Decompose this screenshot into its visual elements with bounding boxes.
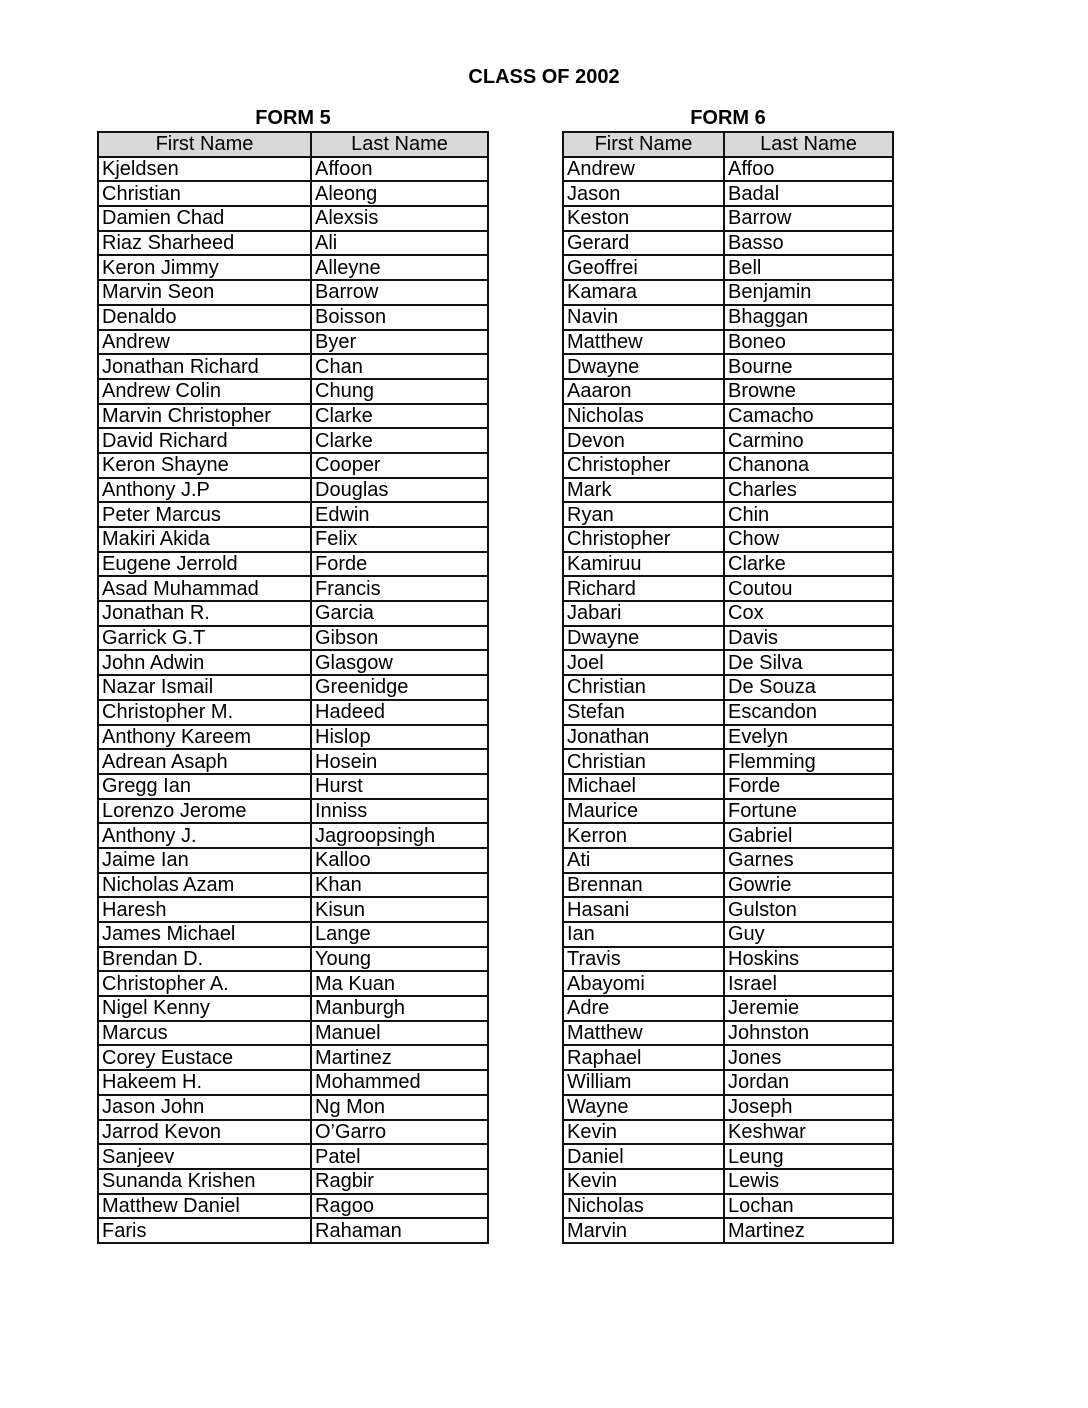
table-row xyxy=(563,354,893,379)
last-name-cell: Affoon xyxy=(311,157,488,182)
first-name-cell: Jonathan Richard xyxy=(98,354,311,379)
last-name-cell: Manburgh xyxy=(311,996,488,1021)
form-5-title: FORM 5 xyxy=(255,107,331,129)
first-name-cell: Christopher xyxy=(563,453,724,478)
first-name-cell: Dwayne xyxy=(563,354,724,379)
table-row xyxy=(98,947,488,972)
table-row xyxy=(563,725,893,750)
table-row xyxy=(563,157,893,182)
last-name-cell: Ma Kuan xyxy=(311,971,488,996)
table-row xyxy=(98,799,488,824)
last-name-cell: Glasgow xyxy=(311,650,488,675)
first-name-cell: Gerard xyxy=(563,231,724,256)
table-row xyxy=(563,552,893,577)
last-name-cell: Greenidge xyxy=(311,675,488,700)
first-name-cell: Keron Shayne xyxy=(98,453,311,478)
table-row xyxy=(563,280,893,305)
table-row xyxy=(98,823,488,848)
table-row xyxy=(563,478,893,503)
table-row xyxy=(563,947,893,972)
table-row xyxy=(563,700,893,725)
table-row xyxy=(563,404,893,429)
last-name-cell: Clarke xyxy=(724,552,893,577)
first-name-cell: Richard xyxy=(563,576,724,601)
first-name-cell: Maurice xyxy=(563,799,724,824)
table-row xyxy=(98,650,488,675)
last-name-cell: Johnston xyxy=(724,1021,893,1046)
last-name-cell: Bell xyxy=(724,255,893,280)
table-row xyxy=(563,873,893,898)
first-name-cell: Kevin xyxy=(563,1120,724,1145)
last-name-cell: De Silva xyxy=(724,650,893,675)
last-name-cell: Lochan xyxy=(724,1194,893,1219)
first-name-cell: Navin xyxy=(563,305,724,330)
table-row xyxy=(98,749,488,774)
first-name-cell: Matthew xyxy=(563,330,724,355)
last-name-cell: Jordan xyxy=(724,1070,893,1095)
last-name-cell: Hislop xyxy=(311,725,488,750)
table-row xyxy=(98,231,488,256)
table-row xyxy=(98,675,488,700)
table-row xyxy=(98,897,488,922)
table-row xyxy=(98,206,488,231)
table-row xyxy=(98,428,488,453)
first-name-cell: Jonathan xyxy=(563,725,724,750)
table-row xyxy=(98,848,488,873)
table-row xyxy=(98,181,488,206)
last-name-cell: Davis xyxy=(724,626,893,651)
first-name-cell: Kjeldsen xyxy=(98,157,311,182)
table-row xyxy=(98,157,488,182)
column-header-first-name: First Name xyxy=(98,132,311,157)
first-name-cell: Brendan D. xyxy=(98,947,311,972)
first-name-cell: Adrean Asaph xyxy=(98,749,311,774)
table-row xyxy=(563,330,893,355)
last-name-cell: Alexsis xyxy=(311,206,488,231)
table-row xyxy=(563,971,893,996)
last-name-cell: Hosein xyxy=(311,749,488,774)
table-row xyxy=(98,922,488,947)
last-name-cell: Garcia xyxy=(311,601,488,626)
first-name-cell: Kerron xyxy=(563,823,724,848)
table-row xyxy=(98,700,488,725)
first-name-cell: Lorenzo Jerome xyxy=(98,799,311,824)
first-name-cell: Nazar Ismail xyxy=(98,675,311,700)
last-name-cell: Fortune xyxy=(724,799,893,824)
first-name-cell: Eugene Jerrold xyxy=(98,552,311,577)
last-name-cell: Hurst xyxy=(311,774,488,799)
first-name-cell: Asad Muhammad xyxy=(98,576,311,601)
form-5-rows xyxy=(98,157,488,1243)
form-5-section xyxy=(97,105,489,1244)
first-name-cell: Andrew xyxy=(563,157,724,182)
first-name-cell: Matthew Daniel xyxy=(98,1194,311,1219)
first-name-cell: Hasani xyxy=(563,897,724,922)
table-row xyxy=(98,354,488,379)
first-name-cell: Ati xyxy=(563,848,724,873)
first-name-cell: Dwayne xyxy=(563,626,724,651)
first-name-cell: David Richard xyxy=(98,428,311,453)
last-name-cell: Alleyne xyxy=(311,255,488,280)
first-name-cell: Matthew xyxy=(563,1021,724,1046)
last-name-cell: Forde xyxy=(311,552,488,577)
first-name-cell: Hakeem H. xyxy=(98,1070,311,1095)
table-row xyxy=(563,428,893,453)
first-name-cell: Christian xyxy=(563,675,724,700)
table-row xyxy=(98,725,488,750)
last-name-cell: Rahaman xyxy=(311,1218,488,1243)
first-name-cell: Garrick G.T xyxy=(98,626,311,651)
table-row xyxy=(98,1120,488,1145)
first-name-cell: Andrew xyxy=(98,330,311,355)
last-name-cell: Lange xyxy=(311,922,488,947)
form-6-table xyxy=(562,131,894,1244)
first-name-cell: William xyxy=(563,1070,724,1095)
last-name-cell: Jones xyxy=(724,1045,893,1070)
last-name-cell: Benjamin xyxy=(724,280,893,305)
column-header-last-name: Last Name xyxy=(724,132,893,157)
last-name-cell: De Souza xyxy=(724,675,893,700)
last-name-cell: Clarke xyxy=(311,404,488,429)
last-name-cell: Leung xyxy=(724,1144,893,1169)
table-row xyxy=(563,181,893,206)
first-name-cell: Keston xyxy=(563,206,724,231)
last-name-cell: Bhaggan xyxy=(724,305,893,330)
last-name-cell: Patel xyxy=(311,1144,488,1169)
last-name-cell: Badal xyxy=(724,181,893,206)
table-row xyxy=(563,848,893,873)
table-row xyxy=(98,330,488,355)
last-name-cell: Carmino xyxy=(724,428,893,453)
table-row xyxy=(563,1169,893,1194)
first-name-cell: Jason John xyxy=(98,1095,311,1120)
table-row xyxy=(563,601,893,626)
table-row xyxy=(563,231,893,256)
first-name-cell: James Michael xyxy=(98,922,311,947)
table-row xyxy=(98,502,488,527)
table-row xyxy=(98,971,488,996)
table-row xyxy=(563,996,893,1021)
first-name-cell: Stefan xyxy=(563,700,724,725)
last-name-cell: Boisson xyxy=(311,305,488,330)
first-name-cell: Sunanda Krishen xyxy=(98,1169,311,1194)
first-name-cell: Jaime Ian xyxy=(98,848,311,873)
last-name-cell: Martinez xyxy=(311,1045,488,1070)
last-name-cell: Manuel xyxy=(311,1021,488,1046)
table-row xyxy=(98,626,488,651)
last-name-cell: Chanona xyxy=(724,453,893,478)
page-title: CLASS OF 2002 xyxy=(468,66,620,88)
table-row xyxy=(563,453,893,478)
table-row xyxy=(563,799,893,824)
last-name-cell: Evelyn xyxy=(724,725,893,750)
last-name-cell: Jeremie xyxy=(724,996,893,1021)
last-name-cell: Browne xyxy=(724,379,893,404)
table-row xyxy=(98,1095,488,1120)
first-name-cell: Raphael xyxy=(563,1045,724,1070)
first-name-cell: Travis xyxy=(563,947,724,972)
table-row xyxy=(563,1021,893,1046)
first-name-cell: Peter Marcus xyxy=(98,502,311,527)
last-name-cell: Garnes xyxy=(724,848,893,873)
last-name-cell: Byer xyxy=(311,330,488,355)
table-row xyxy=(563,823,893,848)
last-name-cell: Chung xyxy=(311,379,488,404)
last-name-cell: Martinez xyxy=(724,1218,893,1243)
table-row xyxy=(563,1218,893,1243)
table-header-row xyxy=(563,132,893,157)
last-name-cell: Clarke xyxy=(311,428,488,453)
table-row xyxy=(98,552,488,577)
first-name-cell: Ian xyxy=(563,922,724,947)
table-row xyxy=(563,379,893,404)
column-header-last-name: Last Name xyxy=(311,132,488,157)
first-name-cell: Corey Eustace xyxy=(98,1045,311,1070)
first-name-cell: Anthony J.P xyxy=(98,478,311,503)
last-name-cell: Khan xyxy=(311,873,488,898)
table-row xyxy=(563,650,893,675)
last-name-cell: Lewis xyxy=(724,1169,893,1194)
first-name-cell: Marcus xyxy=(98,1021,311,1046)
first-name-cell: Haresh xyxy=(98,897,311,922)
table-row xyxy=(563,576,893,601)
first-name-cell: Gregg Ian xyxy=(98,774,311,799)
table-row xyxy=(563,502,893,527)
table-row xyxy=(98,601,488,626)
table-row xyxy=(98,1045,488,1070)
last-name-cell: O’Garro xyxy=(311,1120,488,1145)
last-name-cell: Young xyxy=(311,947,488,972)
first-name-cell: Daniel xyxy=(563,1144,724,1169)
table-row xyxy=(563,206,893,231)
first-name-cell: Denaldo xyxy=(98,305,311,330)
last-name-cell: Joseph xyxy=(724,1095,893,1120)
table-row xyxy=(98,255,488,280)
first-name-cell: John Adwin xyxy=(98,650,311,675)
first-name-cell: Joel xyxy=(563,650,724,675)
first-name-cell: Christian xyxy=(563,749,724,774)
table-row xyxy=(98,1169,488,1194)
table-row xyxy=(563,1045,893,1070)
last-name-cell: Escandon xyxy=(724,700,893,725)
table-row xyxy=(98,1218,488,1243)
table-row xyxy=(98,1144,488,1169)
first-name-cell: Abayomi xyxy=(563,971,724,996)
first-name-cell: Nigel Kenny xyxy=(98,996,311,1021)
table-header-row xyxy=(98,132,488,157)
first-name-cell: Anthony J. xyxy=(98,823,311,848)
table-row xyxy=(98,305,488,330)
last-name-cell: Forde xyxy=(724,774,893,799)
first-name-cell: Christopher M. xyxy=(98,700,311,725)
first-name-cell: Jabari xyxy=(563,601,724,626)
last-name-cell: Francis xyxy=(311,576,488,601)
first-name-cell: Nicholas xyxy=(563,1194,724,1219)
first-name-cell: Kevin xyxy=(563,1169,724,1194)
table-row xyxy=(563,305,893,330)
last-name-cell: Israel xyxy=(724,971,893,996)
last-name-cell: Gabriel xyxy=(724,823,893,848)
last-name-cell: Aleong xyxy=(311,181,488,206)
first-name-cell: Mark xyxy=(563,478,724,503)
last-name-cell: Coutou xyxy=(724,576,893,601)
last-name-cell: Chin xyxy=(724,502,893,527)
last-name-cell: Bourne xyxy=(724,354,893,379)
first-name-cell: Nicholas Azam xyxy=(98,873,311,898)
table-row xyxy=(98,1070,488,1095)
table-row xyxy=(563,675,893,700)
first-name-cell: Marvin Seon xyxy=(98,280,311,305)
first-name-cell: Christopher xyxy=(563,527,724,552)
table-row xyxy=(98,404,488,429)
first-name-cell: Wayne xyxy=(563,1095,724,1120)
table-row xyxy=(563,1095,893,1120)
last-name-cell: Mohammed xyxy=(311,1070,488,1095)
last-name-cell: Boneo xyxy=(724,330,893,355)
table-row xyxy=(563,1120,893,1145)
first-name-cell: Marvin Christopher xyxy=(98,404,311,429)
table-row xyxy=(98,453,488,478)
table-row xyxy=(98,478,488,503)
last-name-cell: Basso xyxy=(724,231,893,256)
last-name-cell: Hadeed xyxy=(311,700,488,725)
last-name-cell: Barrow xyxy=(311,280,488,305)
last-name-cell: Ragbir xyxy=(311,1169,488,1194)
first-name-cell: Keron Jimmy xyxy=(98,255,311,280)
first-name-cell: Christian xyxy=(98,181,311,206)
last-name-cell: Keshwar xyxy=(724,1120,893,1145)
first-name-cell: Devon xyxy=(563,428,724,453)
table-row xyxy=(563,774,893,799)
first-name-cell: Andrew Colin xyxy=(98,379,311,404)
last-name-cell: Camacho xyxy=(724,404,893,429)
first-name-cell: Kamiruu xyxy=(563,552,724,577)
first-name-cell: Michael xyxy=(563,774,724,799)
last-name-cell: Kalloo xyxy=(311,848,488,873)
table-row xyxy=(563,897,893,922)
table-row xyxy=(563,626,893,651)
table-row xyxy=(563,1194,893,1219)
last-name-cell: Ng Mon xyxy=(311,1095,488,1120)
last-name-cell: Jagroopsingh xyxy=(311,823,488,848)
last-name-cell: Gowrie xyxy=(724,873,893,898)
last-name-cell: Gulston xyxy=(724,897,893,922)
form-6-rows xyxy=(563,157,893,1243)
last-name-cell: Cox xyxy=(724,601,893,626)
form-6-title: FORM 6 xyxy=(690,107,766,129)
table-row xyxy=(98,873,488,898)
last-name-cell: Chan xyxy=(311,354,488,379)
table-row xyxy=(563,1144,893,1169)
first-name-cell: Kamara xyxy=(563,280,724,305)
first-name-cell: Christopher A. xyxy=(98,971,311,996)
last-name-cell: Kisun xyxy=(311,897,488,922)
last-name-cell: Felix xyxy=(311,527,488,552)
first-name-cell: Ryan xyxy=(563,502,724,527)
first-name-cell: Jason xyxy=(563,181,724,206)
table-row xyxy=(98,1194,488,1219)
first-name-cell: Brennan xyxy=(563,873,724,898)
table-row xyxy=(563,922,893,947)
first-name-cell: Damien Chad xyxy=(98,206,311,231)
last-name-cell: Cooper xyxy=(311,453,488,478)
first-name-cell: Anthony Kareem xyxy=(98,725,311,750)
form-6-section xyxy=(562,105,894,1244)
last-name-cell: Barrow xyxy=(724,206,893,231)
last-name-cell: Guy xyxy=(724,922,893,947)
first-name-cell: Riaz Sharheed xyxy=(98,231,311,256)
table-row xyxy=(563,527,893,552)
first-name-cell: Nicholas xyxy=(563,404,724,429)
last-name-cell: Douglas xyxy=(311,478,488,503)
last-name-cell: Hoskins xyxy=(724,947,893,972)
last-name-cell: Chow xyxy=(724,527,893,552)
last-name-cell: Edwin xyxy=(311,502,488,527)
table-row xyxy=(563,749,893,774)
last-name-cell: Inniss xyxy=(311,799,488,824)
first-name-cell: Marvin xyxy=(563,1218,724,1243)
first-name-cell: Aaaron xyxy=(563,379,724,404)
last-name-cell: Gibson xyxy=(311,626,488,651)
last-name-cell: Charles xyxy=(724,478,893,503)
table-row xyxy=(98,576,488,601)
table-row xyxy=(563,1070,893,1095)
first-name-cell: Jarrod Kevon xyxy=(98,1120,311,1145)
table-row xyxy=(98,379,488,404)
table-row xyxy=(563,255,893,280)
last-name-cell: Ragoo xyxy=(311,1194,488,1219)
table-row xyxy=(98,1021,488,1046)
first-name-cell: Jonathan R. xyxy=(98,601,311,626)
first-name-cell: Adre xyxy=(563,996,724,1021)
last-name-cell: Flemming xyxy=(724,749,893,774)
first-name-cell: Geoffrei xyxy=(563,255,724,280)
table-row xyxy=(98,996,488,1021)
first-name-cell: Makiri Akida xyxy=(98,527,311,552)
last-name-cell: Affoo xyxy=(724,157,893,182)
table-row xyxy=(98,774,488,799)
first-name-cell: Sanjeev xyxy=(98,1144,311,1169)
first-name-cell: Faris xyxy=(98,1218,311,1243)
table-row xyxy=(98,280,488,305)
column-header-first-name: First Name xyxy=(563,132,724,157)
last-name-cell: Ali xyxy=(311,231,488,256)
table-row xyxy=(98,527,488,552)
form-5-table xyxy=(97,131,489,1244)
